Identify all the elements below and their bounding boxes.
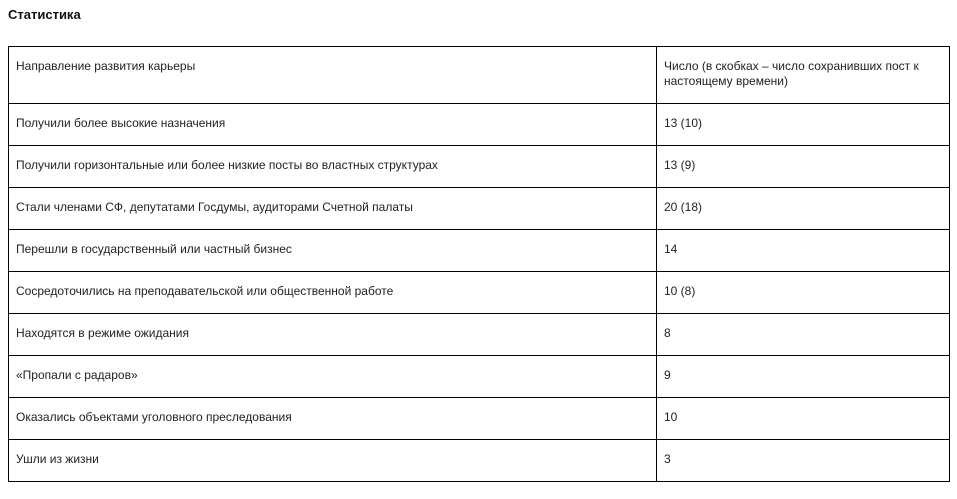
table-row <box>9 272 950 314</box>
cell-direction: Перешли в государственный или частный бизнес <box>9 230 657 272</box>
cell-direction: Находятся в режиме ожидания <box>9 314 657 356</box>
table-header-row <box>9 47 950 104</box>
cell-direction: Получили более высокие назначения <box>9 104 657 146</box>
page-title: Статистика <box>8 7 81 22</box>
cell-count: 20 (18) <box>657 188 950 230</box>
cell-direction: Ушли из жизни <box>9 440 657 482</box>
table-row <box>9 146 950 188</box>
table-row <box>9 314 950 356</box>
table-row <box>9 230 950 272</box>
cell-direction: Стали членами СФ, депутатами Госдумы, аудиторами Счетной палаты <box>9 188 657 230</box>
header-cell-direction: Направление развития карьеры <box>9 47 657 104</box>
header-cell-count: Число (в скобках – число сохранивших пост к настоящему времени) <box>657 47 950 104</box>
cell-count: 9 <box>657 356 950 398</box>
cell-count: 13 (9) <box>657 146 950 188</box>
cell-count: 13 (10) <box>657 104 950 146</box>
cell-direction: Оказались объектами уголовного преследования <box>9 398 657 440</box>
table-row <box>9 188 950 230</box>
table-row <box>9 440 950 482</box>
statistics-table <box>8 46 950 482</box>
table-row <box>9 104 950 146</box>
cell-count: 3 <box>657 440 950 482</box>
cell-direction: Сосредоточились на преподавательской или общественной работе <box>9 272 657 314</box>
cell-direction: Получили горизонтальные или более низкие посты во властных структурах <box>9 146 657 188</box>
cell-count: 10 (8) <box>657 272 950 314</box>
cell-count: 10 <box>657 398 950 440</box>
cell-count: 14 <box>657 230 950 272</box>
cell-count: 8 <box>657 314 950 356</box>
cell-direction: «Пропали с радаров» <box>9 356 657 398</box>
table-row <box>9 398 950 440</box>
table-row <box>9 356 950 398</box>
